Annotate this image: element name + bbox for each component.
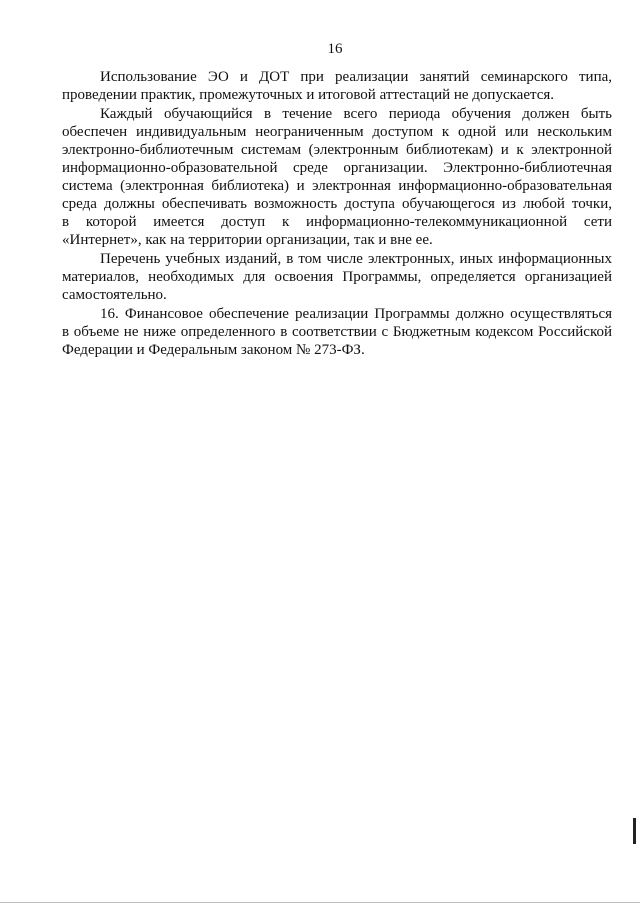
text-line: среда должны обеспечивать возможность доступа обучающегося из любой точки, [62,196,612,212]
text-line: система (электронная библиотека) и электронная информационно-образовательная [62,178,612,194]
text-line: в которой имеется доступ к информационно-телекоммуникационной сети [62,214,612,230]
text-line: «Интернет», как на территории организации, так и вне ее. [62,232,433,248]
document-body [62,68,612,359]
text-line: материалов, необходимых для освоения Программы, определяется организацией [62,269,612,285]
text-line: Федерации и Федеральным законом № 273-ФЗ. [62,342,365,358]
text-line: обеспечен индивидуальным неограниченным доступом к одной или нескольким [62,124,612,140]
paragraph-study-materials [62,250,612,304]
text-line: 16. Финансовое обеспечение реализации Программы должно осуществляться [100,306,612,322]
scan-edge-mark [633,818,636,844]
text-line: Каждый обучающийся в течение всего периода обучения должен быть [100,106,612,122]
text-line: в объеме не ниже определенного в соответствии с Бюджетным кодексом Российской [62,324,612,340]
page-number: 16 [327,41,343,57]
text-line: Использование ЭО и ДОТ при реализации занятий семинарского типа, [100,69,612,85]
text-line: проведении практик, промежуточных и итоговой аттестаций не допускается. [62,87,555,103]
scan-bottom-edge [0,902,640,903]
text-line: Перечень учебных изданий, в том числе электронных, иных информационных [100,251,612,267]
paragraph-library-access [62,105,612,249]
paragraph-eo-dot [62,68,612,104]
text-line: информационно-образовательной среде организации. Электронно-библиотечная [62,160,612,176]
text-line: электронно-библиотечным системам (электронным библиотекам) и к электронной [62,142,612,158]
paragraph-financing [62,305,612,359]
text-line: самостоятельно. [62,287,167,303]
